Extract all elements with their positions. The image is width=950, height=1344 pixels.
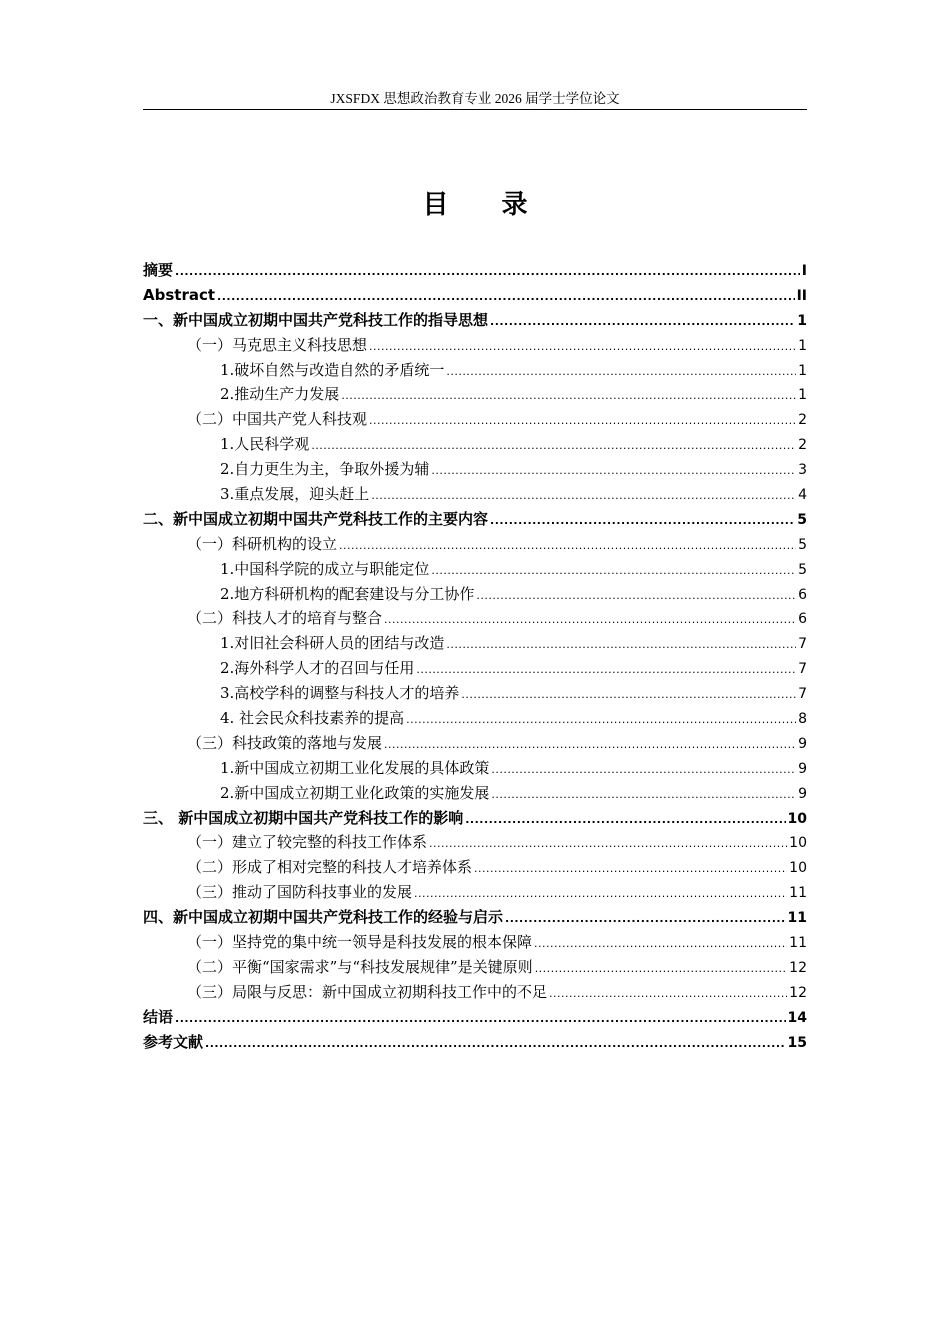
toc-entry[interactable] (143, 855, 807, 880)
toc-entry-label: （三）科技政策的落地与发展 (187, 733, 383, 752)
toc-entry-label: 1.新中国成立初期工业化发展的具体政策 (220, 758, 490, 777)
toc-entry-label: 2.新中国成立初期工业化政策的实施发展 (220, 783, 490, 802)
toc-leader-dots (549, 982, 787, 1007)
toc-leader-dots (311, 434, 796, 459)
toc-page-number: II (796, 287, 807, 304)
toc-entry[interactable] (143, 980, 807, 1005)
toc-leader-dots (505, 907, 786, 932)
toc-entry-label: （一）建立了较完整的科技工作体系 (187, 833, 428, 852)
toc-leader-dots (414, 882, 787, 907)
toc-entry[interactable] (143, 1030, 807, 1055)
toc-page-number: 12 (789, 984, 807, 1001)
toc-leader-dots (339, 534, 796, 559)
toc-page-number: 1 (798, 337, 807, 354)
toc-page-number: 11 (789, 885, 807, 902)
toc-title: 目 录 (422, 190, 550, 220)
toc-entry-label: 摘要 (143, 261, 174, 279)
toc-entry[interactable] (143, 781, 807, 806)
toc-leader-dots (535, 957, 787, 982)
toc-entry[interactable] (143, 706, 807, 731)
toc-entry-label: 2.地方科研机构的配套建设与分工协作 (220, 584, 475, 603)
toc-entry-label: 1.对旧社会科研人员的团结与改造 (220, 634, 445, 653)
toc-entry-label: （二）科技人才的培育与整合 (187, 609, 383, 628)
toc-page-number: 4 (798, 487, 807, 504)
toc-entry[interactable] (143, 507, 807, 532)
toc-leader-dots (431, 459, 796, 484)
toc-leader-dots (465, 808, 785, 833)
toc-page-number: 7 (798, 661, 807, 678)
toc-page-number: 1 (797, 312, 807, 329)
toc-entry-label: 2.海外科学人才的召回与任用 (220, 659, 415, 678)
toc-page-number: 8 (798, 711, 807, 728)
toc-leader-dots (474, 857, 787, 882)
toc-entry[interactable] (143, 482, 807, 507)
toc-leader-dots (371, 484, 796, 509)
toc-page-number: 11 (789, 935, 807, 952)
toc-page-number: 9 (798, 785, 807, 802)
toc-leader-dots (369, 409, 796, 434)
toc-entry[interactable] (143, 333, 807, 358)
toc-page-number: 2 (798, 412, 807, 429)
toc-page-number: 2 (798, 437, 807, 454)
toc-page-number: 12 (789, 959, 807, 976)
toc-leader-dots (384, 608, 796, 633)
toc-entry-label: （一）坚持党的集中统一领导是科技发展的根本保障 (187, 933, 533, 952)
toc-entry-label: 1.人民科学观 (220, 435, 310, 454)
toc-page-number: 1 (798, 362, 807, 379)
toc-entry-label: （一）马克思主义科技思想 (187, 335, 368, 354)
toc-page-number: 10 (787, 810, 807, 827)
toc-page-number: 5 (798, 561, 807, 578)
toc-leader-dots (369, 335, 796, 360)
toc-page-number: 7 (798, 636, 807, 653)
toc-leader-dots (205, 1032, 786, 1057)
page-header: JXSFDX 思想政治教育专业 2026 届学士学位论文 (330, 91, 620, 106)
toc-page-number: 15 (787, 1034, 807, 1051)
toc-entry-label: Abstract (143, 285, 216, 304)
toc-page-number: 10 (789, 860, 807, 877)
toc-entry[interactable] (143, 955, 807, 980)
toc-entry-label: （二）形成了相对完整的科技人才培养体系 (187, 858, 473, 877)
toc-entry[interactable] (143, 557, 807, 582)
toc-leader-dots (490, 509, 795, 534)
toc-page-number: 9 (798, 760, 807, 777)
toc-entry[interactable] (143, 631, 807, 656)
toc-page-number: 10 (789, 835, 807, 852)
header-rule (143, 109, 807, 110)
toc-leader-dots (429, 832, 787, 857)
toc-page-number: 9 (798, 735, 807, 752)
toc-entry[interactable] (143, 532, 807, 557)
toc-entry-label: 参考文献 (143, 1032, 204, 1051)
toc-entry[interactable] (143, 308, 807, 333)
toc-entry[interactable] (143, 830, 807, 855)
toc-entry-label: 四、新中国成立初期中国共产党科技工作的经验与启示 (143, 908, 504, 927)
toc-entry[interactable] (143, 258, 807, 283)
toc-entry[interactable] (143, 283, 807, 308)
toc-leader-dots (175, 1007, 786, 1032)
toc-entry[interactable] (143, 930, 807, 955)
toc-leader-dots (175, 260, 800, 285)
toc-entry-label: 1.破坏自然与改造自然的矛盾统一 (220, 360, 445, 379)
toc-page-number: 5 (797, 511, 807, 528)
toc-entry-label: 3.高校学科的调整与科技人才的培养 (220, 684, 460, 703)
toc-entry-label: 1.中国科学院的成立与职能定位 (220, 559, 430, 578)
toc-entry[interactable] (143, 905, 807, 930)
toc-entry[interactable] (143, 1005, 807, 1030)
toc-entry-label: （三）局限与反思：新中国成立初期科技工作中的不足 (187, 982, 548, 1001)
table-of-contents (143, 258, 807, 1055)
toc-leader-dots (416, 658, 796, 683)
toc-entry-label: （二）中国共产党人科技观 (187, 410, 368, 429)
toc-leader-dots (446, 633, 796, 658)
toc-leader-dots (491, 758, 796, 783)
toc-leader-dots (431, 559, 796, 584)
toc-entry[interactable] (143, 606, 807, 631)
toc-entry-label: 三、 新中国成立初期中国共产党科技工作的影响 (143, 808, 464, 827)
toc-entry-label: 结语 (143, 1007, 174, 1026)
toc-leader-dots (490, 310, 795, 335)
toc-leader-dots (217, 285, 795, 310)
toc-leader-dots (406, 708, 796, 733)
toc-leader-dots (384, 733, 796, 758)
toc-entry[interactable] (143, 382, 807, 407)
toc-entry[interactable] (143, 806, 807, 831)
toc-leader-dots (534, 932, 787, 957)
toc-entry[interactable] (143, 681, 807, 706)
toc-entry-label: （一）科研机构的设立 (187, 534, 338, 553)
toc-entry-label: （三）推动了国防科技事业的发展 (187, 883, 413, 902)
toc-entry[interactable] (143, 457, 807, 482)
toc-entry[interactable] (143, 880, 807, 905)
toc-page-number: 14 (787, 1009, 807, 1026)
toc-entry[interactable] (143, 432, 807, 457)
toc-entry[interactable] (143, 358, 807, 383)
toc-page-number: 7 (798, 686, 807, 703)
toc-entry-label: 3.重点发展，迎头赶上 (220, 485, 370, 504)
toc-entry-label: 二、新中国成立初期中国共产党科技工作的主要内容 (143, 509, 489, 528)
toc-leader-dots (476, 584, 796, 609)
toc-entry-label: 4. 社会民众科技素养的提高 (220, 709, 405, 728)
toc-entry-label: 2.推动生产力发展 (220, 385, 340, 404)
toc-page-number: 6 (798, 611, 807, 628)
toc-entry-label: 一、新中国成立初期中国共产党科技工作的指导思想 (143, 310, 489, 329)
toc-leader-dots (461, 683, 796, 708)
toc-page-number: 11 (787, 910, 807, 927)
toc-entry[interactable] (143, 407, 807, 432)
toc-entry-label: （二）平衡“国家需求”与“科技发展规律”是关键原则 (187, 957, 533, 976)
toc-entry[interactable] (143, 582, 807, 607)
toc-leader-dots (446, 360, 796, 385)
toc-page-number: 1 (798, 387, 807, 404)
toc-page-number: I (801, 263, 807, 279)
toc-entry-label: 2.自力更生为主，争取外援为辅 (220, 460, 430, 479)
toc-leader-dots (491, 783, 796, 808)
toc-entry[interactable] (143, 656, 807, 681)
toc-page-number: 3 (798, 462, 807, 479)
toc-leader-dots (341, 384, 796, 409)
toc-page-number: 5 (798, 536, 807, 553)
toc-page-number: 6 (798, 586, 807, 603)
toc-entry[interactable] (143, 756, 807, 781)
toc-entry[interactable] (143, 731, 807, 756)
